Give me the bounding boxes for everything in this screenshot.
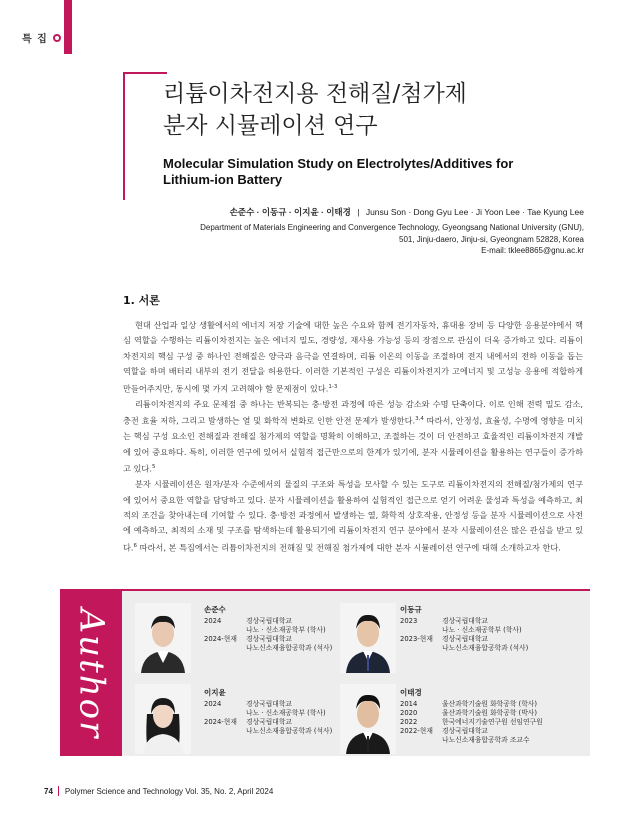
body-text <box>123 318 583 556</box>
english-title <box>163 156 513 188</box>
author-photo <box>340 684 396 754</box>
bio-desc: 나노신소재융합공학과 (석사) <box>442 644 529 652</box>
footer-divider <box>58 786 59 796</box>
citation: 6 <box>133 542 138 549</box>
paragraph-text: 현대 산업과 일상 생활에서의 에너지 저장 기술에 대한 높은 수요와 함께 전기자동차, 휴대용 장비 등 다양한 응용분야에서 핵심 역할을 수행하는 리튬이차전지는 높은 에너지 밀도, 경량성, 재사용 가능성 등의 장점으로 관심이 더욱 증가하고 있다. 리튬이차전지의 핵심 구성 중 하나인 전해질은 양극과 음극을 연결하며, 리튬 이온의 이동을 조절하며 전지 내에서의 전하 이동을 돕는 역할을 하며 배터리 내부의 전기 전달을 허용한다. 이러한 기본적인 구성은 리튬이차전지가 고에너지 및 고성능 응용에 적합하게 만들어주지만, 동시에 몇 가지 고려해야 할 문제점이 있다. <box>123 320 583 394</box>
citation: 5 <box>151 464 156 471</box>
bio-year: 2024 <box>204 700 222 708</box>
paragraph <box>123 318 583 397</box>
affiliation <box>144 222 584 257</box>
bio-desc: 경상국립대학교 <box>246 635 292 643</box>
english-title-line2: Lithium-ion Battery <box>163 172 283 187</box>
bio-desc: 울산과학기술원 화학공학 (학사) <box>442 700 537 708</box>
paragraph <box>123 477 583 556</box>
citation: 3,4 <box>415 416 424 423</box>
page-footer <box>44 786 273 796</box>
bio-year <box>204 727 246 736</box>
bio-desc: 나노신소재융합공학과 조교수 <box>442 736 530 744</box>
bio-year: 2024-현재 <box>204 635 237 643</box>
affiliation-email: E-mail: tklee8865@gnu.ac.kr <box>481 246 584 255</box>
authors-korean: 손준수 · 이동규 · 이지윤 · 이태경 <box>229 207 351 217</box>
person-icon <box>135 684 191 754</box>
author-photo <box>135 684 191 754</box>
author-label-text: Author <box>71 608 112 739</box>
bio-desc: 경상국립대학교 <box>246 718 292 726</box>
bio-year: 2023 <box>400 617 418 625</box>
bio-year: 2022 <box>400 718 418 726</box>
paragraph-text: 리튬이차전지의 주요 문제점 중 하나는 반복되는 충·방전 과정에 따른 성능 감소와 수명 단축이다. 이로 인해 전력 밀도 감소, 충전 효율 저하, 그리고 발생하는 열 및 화학적 변화로 인한 안전 문제가 발생한다. <box>123 398 583 426</box>
author-name: 손준수 <box>204 605 226 614</box>
section-tag-label: 특 집 <box>22 34 48 45</box>
page-number: 74 <box>44 786 53 796</box>
author-bio <box>400 605 528 653</box>
author-bio <box>204 688 332 736</box>
affiliation-line1: Department of Materials Engineering and Convergence Technology, Gyeongsang National University (GNU), <box>200 223 584 232</box>
section-heading: 1. 서론 <box>123 294 160 307</box>
korean-title-line1: 리튬이차전지용 전해질/첨가제 <box>163 81 467 107</box>
bio-desc: 나노신소재융합공학과 (석사) <box>246 727 333 735</box>
bio-year: 2024 <box>204 617 222 625</box>
title-block <box>123 72 583 200</box>
author-photo <box>340 603 396 673</box>
paragraph <box>123 397 583 478</box>
korean-title-line2: 분자 시뮬레이션 연구 <box>163 113 378 139</box>
author-photo <box>135 603 191 673</box>
bio-desc: 나노신소재융합공학과 (석사) <box>246 644 333 652</box>
paragraph-text: 따라서, 안정성, 효율성, 수명에 영향을 미치는 핵심 구성 요소인 전해질과 전해질 첨가제의 역할을 명확히 이해하고, 조절하는 것이 더 안전하고 효율적인 리튬이차전지 개발에 있어 중요하다. 특히, 이러한 연구에 있어서 실험적 접근만으로의 한계가 있기에, 분자 시뮬레이션을 활용하는 연구들이 증가하고 있다. <box>123 415 583 474</box>
citation: 1-3 <box>328 383 338 390</box>
bio-desc: 울산과학기술원 화학공학 (박사) <box>442 709 537 717</box>
circle-icon <box>53 34 61 42</box>
paragraph-text: 분자 시뮬레이션은 원자/분자 수준에서의 물질의 구조와 특성을 모사할 수 있는 도구로 리튬이차전지의 전해질/첨가제의 연구에 있어서 중요한 역할을 담당하고 있다. 분자 시뮬레이션을 활용하여 실험적인 접근으로 얻기 어려운 물성과 특성을 예측하고, 최적의 조건을 찾아내는데 기여할 수 있다. 충·방전 과정에서 발생하는 열, 화학적 상호작용, 안정성 등을 분자 시뮬레이션으로 사전에 예측하고, 최적의 소재 및 구조를 탐색하는데 활용되기에 리튬이차전지 연구 분야에서 분자 시뮬레이션은 많은 관심을 받고 있다. <box>123 479 583 553</box>
section-tag <box>22 30 61 45</box>
bio-year <box>204 709 246 718</box>
bio-year <box>400 736 442 745</box>
korean-title <box>163 78 467 142</box>
bio-year: 2024-현재 <box>204 718 237 726</box>
english-title-line1: Molecular Simulation Study on Electrolytes/Additives for <box>163 156 514 171</box>
author-name: 이동규 <box>400 605 422 614</box>
journal-info: Polymer Science and Technology Vol. 35, No. 2, April 2024 <box>64 786 274 796</box>
author-bio <box>204 605 332 653</box>
bio-year: 2023-현재 <box>400 635 433 643</box>
bio-desc: 경상국립대학교 <box>246 700 292 708</box>
author-name: 이태경 <box>400 688 422 697</box>
bio-desc: 경상국립대학교 <box>442 727 488 735</box>
bio-desc: 경상국립대학교 <box>442 617 488 625</box>
bio-desc: 한국에너지기술연구원 선임연구원 <box>442 718 543 726</box>
bio-year <box>204 626 246 635</box>
author-line <box>230 206 584 218</box>
title-accent-line <box>125 72 167 74</box>
bio-desc: 경상국립대학교 <box>442 635 488 643</box>
person-icon <box>340 684 396 754</box>
bio-year <box>204 644 246 653</box>
bio-desc: 경상국립대학교 <box>246 617 292 625</box>
person-icon <box>135 603 191 673</box>
person-icon <box>340 603 396 673</box>
affiliation-line2: 501, Jinju-daero, Jinju-si, Gyeongnam 52828, Korea <box>399 234 584 244</box>
header-accent-bar <box>64 0 72 54</box>
bio-desc: 나노 · 신소재공학부 (학사) <box>246 626 326 634</box>
authors-english: Junsu Son · Dong Gyu Lee · Ji Yoon Lee · Tae Kyung Lee <box>365 207 584 217</box>
authors-separator: | <box>357 207 360 217</box>
paragraph-text: 따라서, 본 특집에서는 리튬이차전지의 전해질 및 전해질 첨가제에 대한 분자 시뮬레이션 연구에 대해 소개하고자 한다. <box>137 542 561 553</box>
author-label <box>60 591 122 756</box>
bio-year: 2014 <box>400 700 418 708</box>
bio-year <box>400 644 442 653</box>
author-name: 이지윤 <box>204 688 226 697</box>
author-bio <box>400 688 543 745</box>
bio-year: 2020 <box>400 709 418 717</box>
bio-desc: 나노 · 신소재공학부 (학사) <box>442 626 522 634</box>
bio-year: 2022-현재 <box>400 727 433 735</box>
bio-desc: 나노 · 신소재공학부 (학사) <box>246 709 326 717</box>
bio-year <box>400 626 442 635</box>
